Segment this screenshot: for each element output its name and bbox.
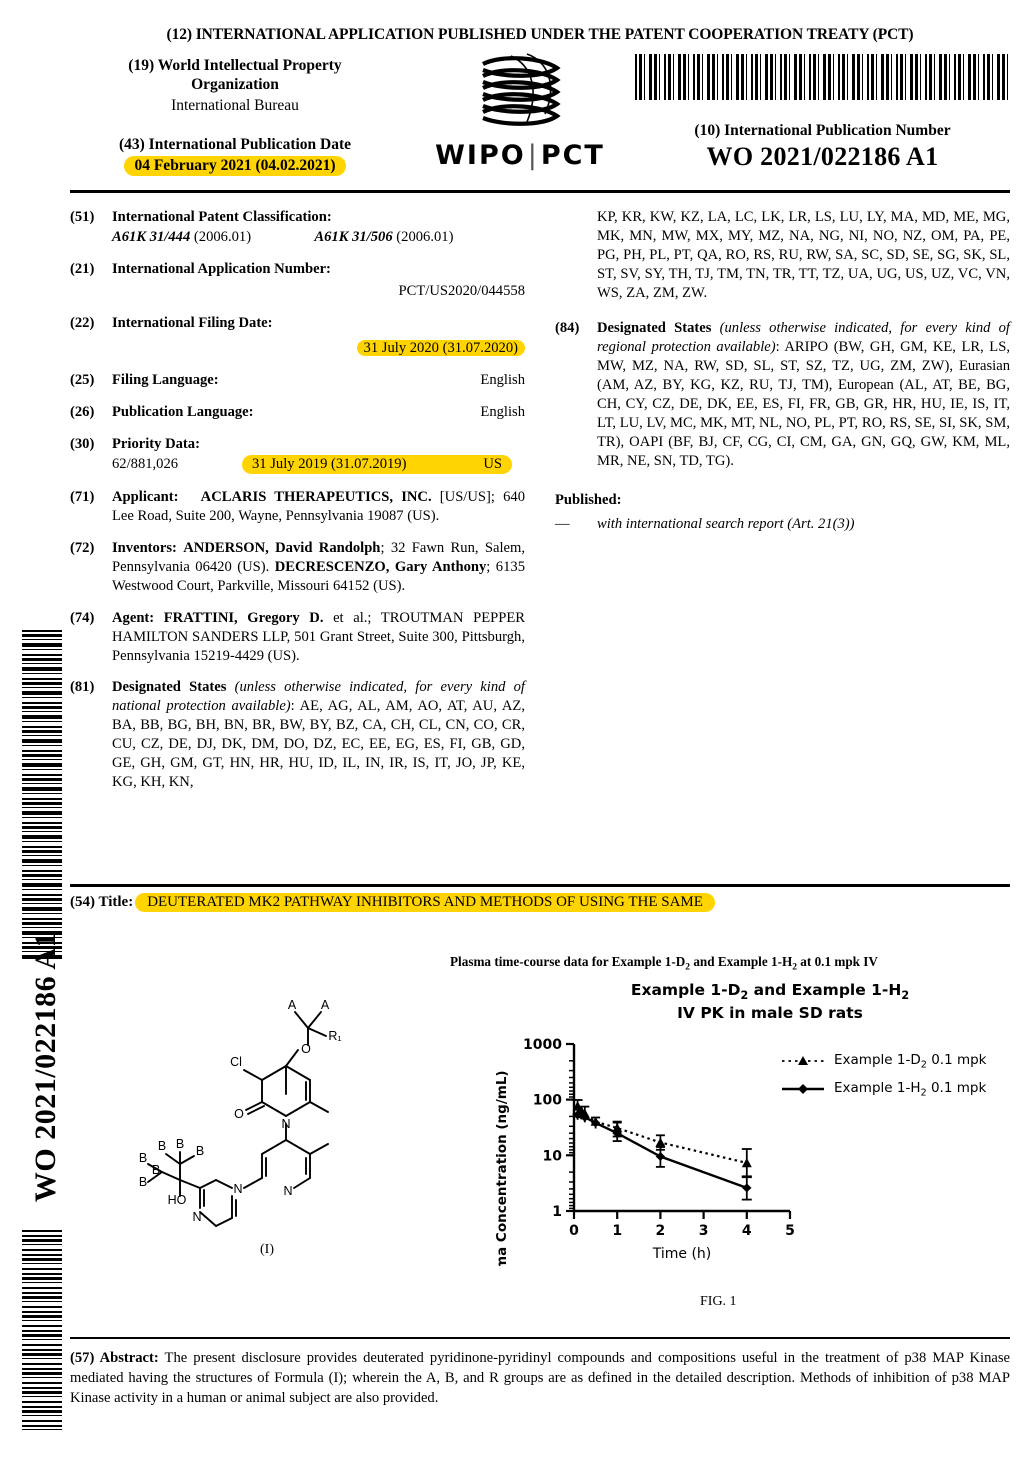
publication-date-value: 04 February 2021 (04.02.2021) (124, 156, 345, 176)
filing-language-value: English (480, 371, 525, 388)
field-agent (70, 609, 525, 666)
abstract-label: (57) Abstract: (70, 1350, 159, 1366)
y-tick-10: 10 (542, 1148, 562, 1165)
field-applicant-label: Applicant: (112, 488, 179, 505)
inventor-1-name: ANDERSON, David Randolph (183, 539, 381, 556)
org-line-2: Organization (191, 76, 279, 94)
designated-regional-qualifier: (unless otherwise indicated, for every kind of regional protection available) (597, 319, 1010, 355)
field-ipc-label: International Patent Classification: (112, 209, 332, 225)
series-h2-line (578, 1115, 747, 1188)
field-designated-national-number: (81) (70, 679, 95, 696)
wipo-coil-icon (420, 52, 620, 140)
page-header (70, 26, 1010, 194)
priority-serial-number: 62/881,026 (112, 455, 179, 472)
atom-label-N-pyridine: N (283, 1184, 293, 1198)
field-publication-language-label: Publication Language: (112, 403, 254, 420)
publication-number-label: (10) International Publication Number (694, 122, 951, 139)
chart-legend (780, 1052, 987, 1107)
ipc-class-1: A61K 31/444 (112, 228, 191, 245)
y-tick-1: 1 (552, 1204, 562, 1220)
abstract-section (70, 1348, 1010, 1408)
applicant-name: ACLARIS THERAPEUTICS, INC. (200, 488, 432, 505)
pct-statement: (12) INTERNATIONAL APPLICATION PUBLISHED UNDER THE PATENT COOPERATION TREATY (PCT) (166, 26, 914, 43)
wipo-separator: | (527, 140, 539, 171)
publication-number-value: WO 2021/022186 A1 (706, 142, 939, 171)
y-tick-1000: 1000 (523, 1037, 562, 1053)
designated-national-qualifier: (unless otherwise indicated, for every kind of national protection available) (112, 679, 525, 715)
field-app-number-number: (21) (70, 260, 95, 277)
designated-states-continued-text: KP, KR, KW, KZ, LA, LC, LK, LR, LS, LU, LY, MA, MD, ME, MG, MK, MN, MW, MX, MY, MZ, NA, NG, NI, NO, NZ, OM, PA, PE, PG, PH, PL, PT, QA, RO, RS, RU, RW, SA, SC, SD, SE, SG, SK, SL, ST, SV, SY, TH, TJ, TM, TN, TR, TT, TZ, UA, UG, US, UZ, VC, VN, WS, ZA, ZM, ZW. (597, 209, 1010, 301)
published-item-text: with international search report (Art. 21(3)) (597, 515, 855, 532)
x-tick-5: 5 (785, 1223, 795, 1239)
header-divider (70, 190, 1010, 193)
atom-label-O-ether: O (301, 1042, 311, 1056)
field-filing-date (70, 314, 525, 358)
legend-label-d2: Example $1-D_2$ 0.1 mpk (834, 1052, 987, 1071)
org-line-1: (19) World Intellectual Property (128, 57, 342, 74)
x-tick-0: 0 (569, 1223, 579, 1239)
figure-area (70, 940, 1010, 1330)
atom-label-B6: B (151, 1163, 161, 1177)
x-tick-3: 3 (698, 1223, 709, 1239)
ipc-class-2-edition: (2006.01) (396, 228, 454, 245)
wipo-org-block (70, 56, 400, 176)
field-ipc-number: (51) (70, 209, 95, 225)
field-filing-date-number: (22) (70, 314, 95, 331)
field-priority-number: (30) (70, 435, 95, 452)
field-agent-label: Agent: (112, 609, 155, 626)
legend-item-h2 (780, 1080, 987, 1099)
atom-label-B1: B (175, 1137, 185, 1151)
published-dash: — (555, 515, 570, 532)
field-designated-states-national (70, 678, 525, 792)
atom-label-B3: B (195, 1144, 205, 1158)
atom-label-O-carbonyl: O (234, 1107, 244, 1121)
designated-regional-states: : ARIPO (BW, GH, GM, KE, LR, LS, MW, MZ, NA, RW, SD, SL, ST, SZ, TZ, UG, ZM, ZW), Eurasian (AM, AZ, BY, KG, KZ, RU, TJ, TM), European (AL, AT, BE, BG, CH, CY, CZ, DE, DK, EE, ES, FI, FR, GB, GR, HR, HU, IE, IS, IT, LT, LU, LV, MC, MK, MT, NL, NO, PL, PT, RO, RS, SE, SI, SK, SM, TR), OAPI (BF, BJ, CF, CG, CI, CM, GA, GN, GQ, GW, KM, ML, MR, NE, SN, TD, TG). (597, 338, 1010, 469)
top-barcode (635, 54, 1010, 100)
field-filing-language (70, 371, 525, 390)
x-axis-label: Time (h) (652, 1246, 712, 1262)
bibliographic-data (70, 208, 1010, 868)
y-tick-100: 100 (532, 1092, 562, 1109)
designated-states-continued (555, 208, 1010, 303)
atom-label-N-pyridinone: N (281, 1117, 291, 1131)
x-tick-1: 1 (612, 1223, 623, 1239)
priority-country: US (483, 455, 502, 472)
abstract-divider (70, 1337, 1010, 1339)
biblio-right-column (555, 208, 1010, 534)
publication-language-value: English (480, 403, 525, 420)
published-item (555, 515, 1010, 534)
atom-label-HO: HO (167, 1193, 187, 1207)
field-application-number (70, 260, 525, 301)
field-publication-language-number: (26) (70, 403, 95, 420)
formula-label: (I) (260, 1242, 274, 1257)
field-designated-regional-number: (84) (555, 319, 580, 336)
atom-label-A1: A (287, 998, 297, 1012)
application-number-value: PCT/US2020/044558 (398, 282, 525, 299)
field-priority-label: Priority Data: (112, 435, 200, 452)
wipo-text: WIPO (435, 140, 526, 171)
abstract-text: The present disclosure provides deuterated pyridinone-pyridinyl compounds and compositions useful in the treatment of p38 MAP Kinase mediated having the structures of Formula (I); wherein the A, B, and R groups are as defined in the detailed description. Methods of inhibition of p38 MAP Kinase activity in a human or animal subject are also provided. (70, 1350, 1010, 1407)
wipo-wordmark (420, 140, 620, 171)
designated-national-label: Designated States (112, 679, 227, 696)
atom-label-A2: A (320, 998, 330, 1012)
pk-chart (490, 980, 1010, 1290)
wipo-logo (420, 52, 620, 171)
field-app-number-label: International Application Number: (112, 260, 331, 277)
publication-number-block (635, 54, 1010, 172)
biblio-left-column (70, 208, 525, 805)
x-tick-4: 4 (741, 1223, 752, 1239)
field-inventors-label: Inventors: (112, 539, 177, 556)
field-publication-language (70, 403, 525, 422)
field-filing-date-label: International Filing Date: (112, 314, 273, 331)
page-title: DEUTERATED MK2 PATHWAY INHIBITORS AND METHODS OF USING THE SAME (135, 893, 715, 912)
legend-symbol-diamond-solid (780, 1082, 826, 1096)
legend-label-h2: Example $1-H_2$ 0.1 mpk (834, 1079, 987, 1099)
ipc-class-2: A61K 31/506 (314, 228, 393, 245)
side-barcode-upper (22, 630, 62, 960)
field-filing-language-number: (25) (70, 371, 95, 388)
legend-item-d2 (780, 1052, 987, 1071)
field-applicant (70, 488, 525, 526)
atom-label-B2: B (157, 1139, 167, 1153)
series-h2 (573, 1110, 752, 1200)
org-line-3: International Bureau (171, 96, 299, 114)
designated-regional-label: Designated States (597, 319, 712, 336)
field-inventors-number: (72) (70, 539, 95, 556)
designated-national-states: : AE, AG, AL, AM, AO, AT, AU, AZ, BA, BB, BG, BH, BN, BR, BW, BY, BZ, CA, CH, CL, CN, CO, CR, CU, CZ, DE, DJ, DK, DM, DO, DZ, EC, EE, EG, ES, FI, GB, GD, GE, GH, GM, GT, HN, HR, HU, ID, IL, IN, IR, IS, IT, JO, JP, KE, KG, KH, KN, (112, 698, 525, 791)
title-row (70, 893, 1010, 912)
y-axis-label: Plasma Concentration (ng/mL) (494, 1070, 510, 1266)
title-label: (54) Title: (70, 894, 134, 910)
atom-label-Cl: Cl (230, 1055, 242, 1069)
applicant-address: [US/US]; 640 Lee Road, Suite 200, Wayne, Pennsylvania 19087 (US). (112, 488, 525, 524)
chemical-structure-formula-I (120, 990, 450, 1270)
agent-name: FRATTINI, Gregory D. (163, 609, 324, 626)
atom-label-B5: B (138, 1175, 148, 1189)
field-filing-language-label: Filing Language: (112, 371, 219, 388)
legend-symbol-triangle-dotted (780, 1054, 826, 1068)
field-applicant-number: (71) (70, 488, 95, 505)
field-agent-number: (74) (70, 609, 95, 626)
priority-date-highlight (242, 455, 512, 474)
field-inventors (70, 539, 525, 596)
atom-label-N-pyrimidine-2: N (192, 1210, 202, 1224)
series-d2 (573, 1100, 752, 1177)
inventor-1-address: ; 32 Fawn Run, Salem, Pennsylvania 06420 (US). (112, 539, 525, 575)
atom-label-N-pyrimidine-1: N (233, 1182, 243, 1196)
publication-date-label: (43) International Publication Date (118, 135, 352, 153)
agent-address: et al.; TROUTMAN PEPPER HAMILTON SANDERS LLP, 501 Grant Street, Suite 300, Pittsburgh, Pennsylvania 15219-4429 (US). (112, 609, 525, 664)
priority-date: 31 July 2019 (31.07.2019) (252, 455, 407, 472)
field-priority-data (70, 435, 525, 475)
biblio-divider (70, 884, 1010, 887)
atom-label-B4: B (138, 1151, 148, 1165)
ipc-class-1-edition: (2006.01) (193, 228, 252, 245)
pct-text: PCT (540, 140, 605, 171)
inventor-2-name: DECRESCENZO, Gary Anthony (274, 558, 487, 575)
field-ipc (70, 208, 525, 247)
x-tick-2: 2 (655, 1223, 666, 1239)
filing-date-value: 31 July 2020 (31.07.2020) (357, 340, 525, 356)
field-designated-states-regional (555, 319, 1010, 471)
atom-label-R1: R₁ (328, 1029, 342, 1043)
figure-number-label: FIG. 1 (700, 1294, 737, 1309)
published-heading: Published: (555, 491, 622, 508)
side-barcode-strip (18, 630, 64, 1430)
chart-title: Example $1-D_2$ and Example $1-H_2$ IV PK in male SD rats (630, 981, 910, 1023)
side-barcode-lower (22, 1230, 62, 1430)
inventor-2-address: ; 6135 Westwood Court, Parkville, Missouri 64152 (US). (112, 558, 525, 594)
figure-caption: Plasma time-course data for Example $1-D_2$ and Example $1-H_2$ at 0.1 mpk IV (450, 954, 878, 973)
side-publication-number: WO 2021/022186 A1 (29, 931, 62, 1203)
